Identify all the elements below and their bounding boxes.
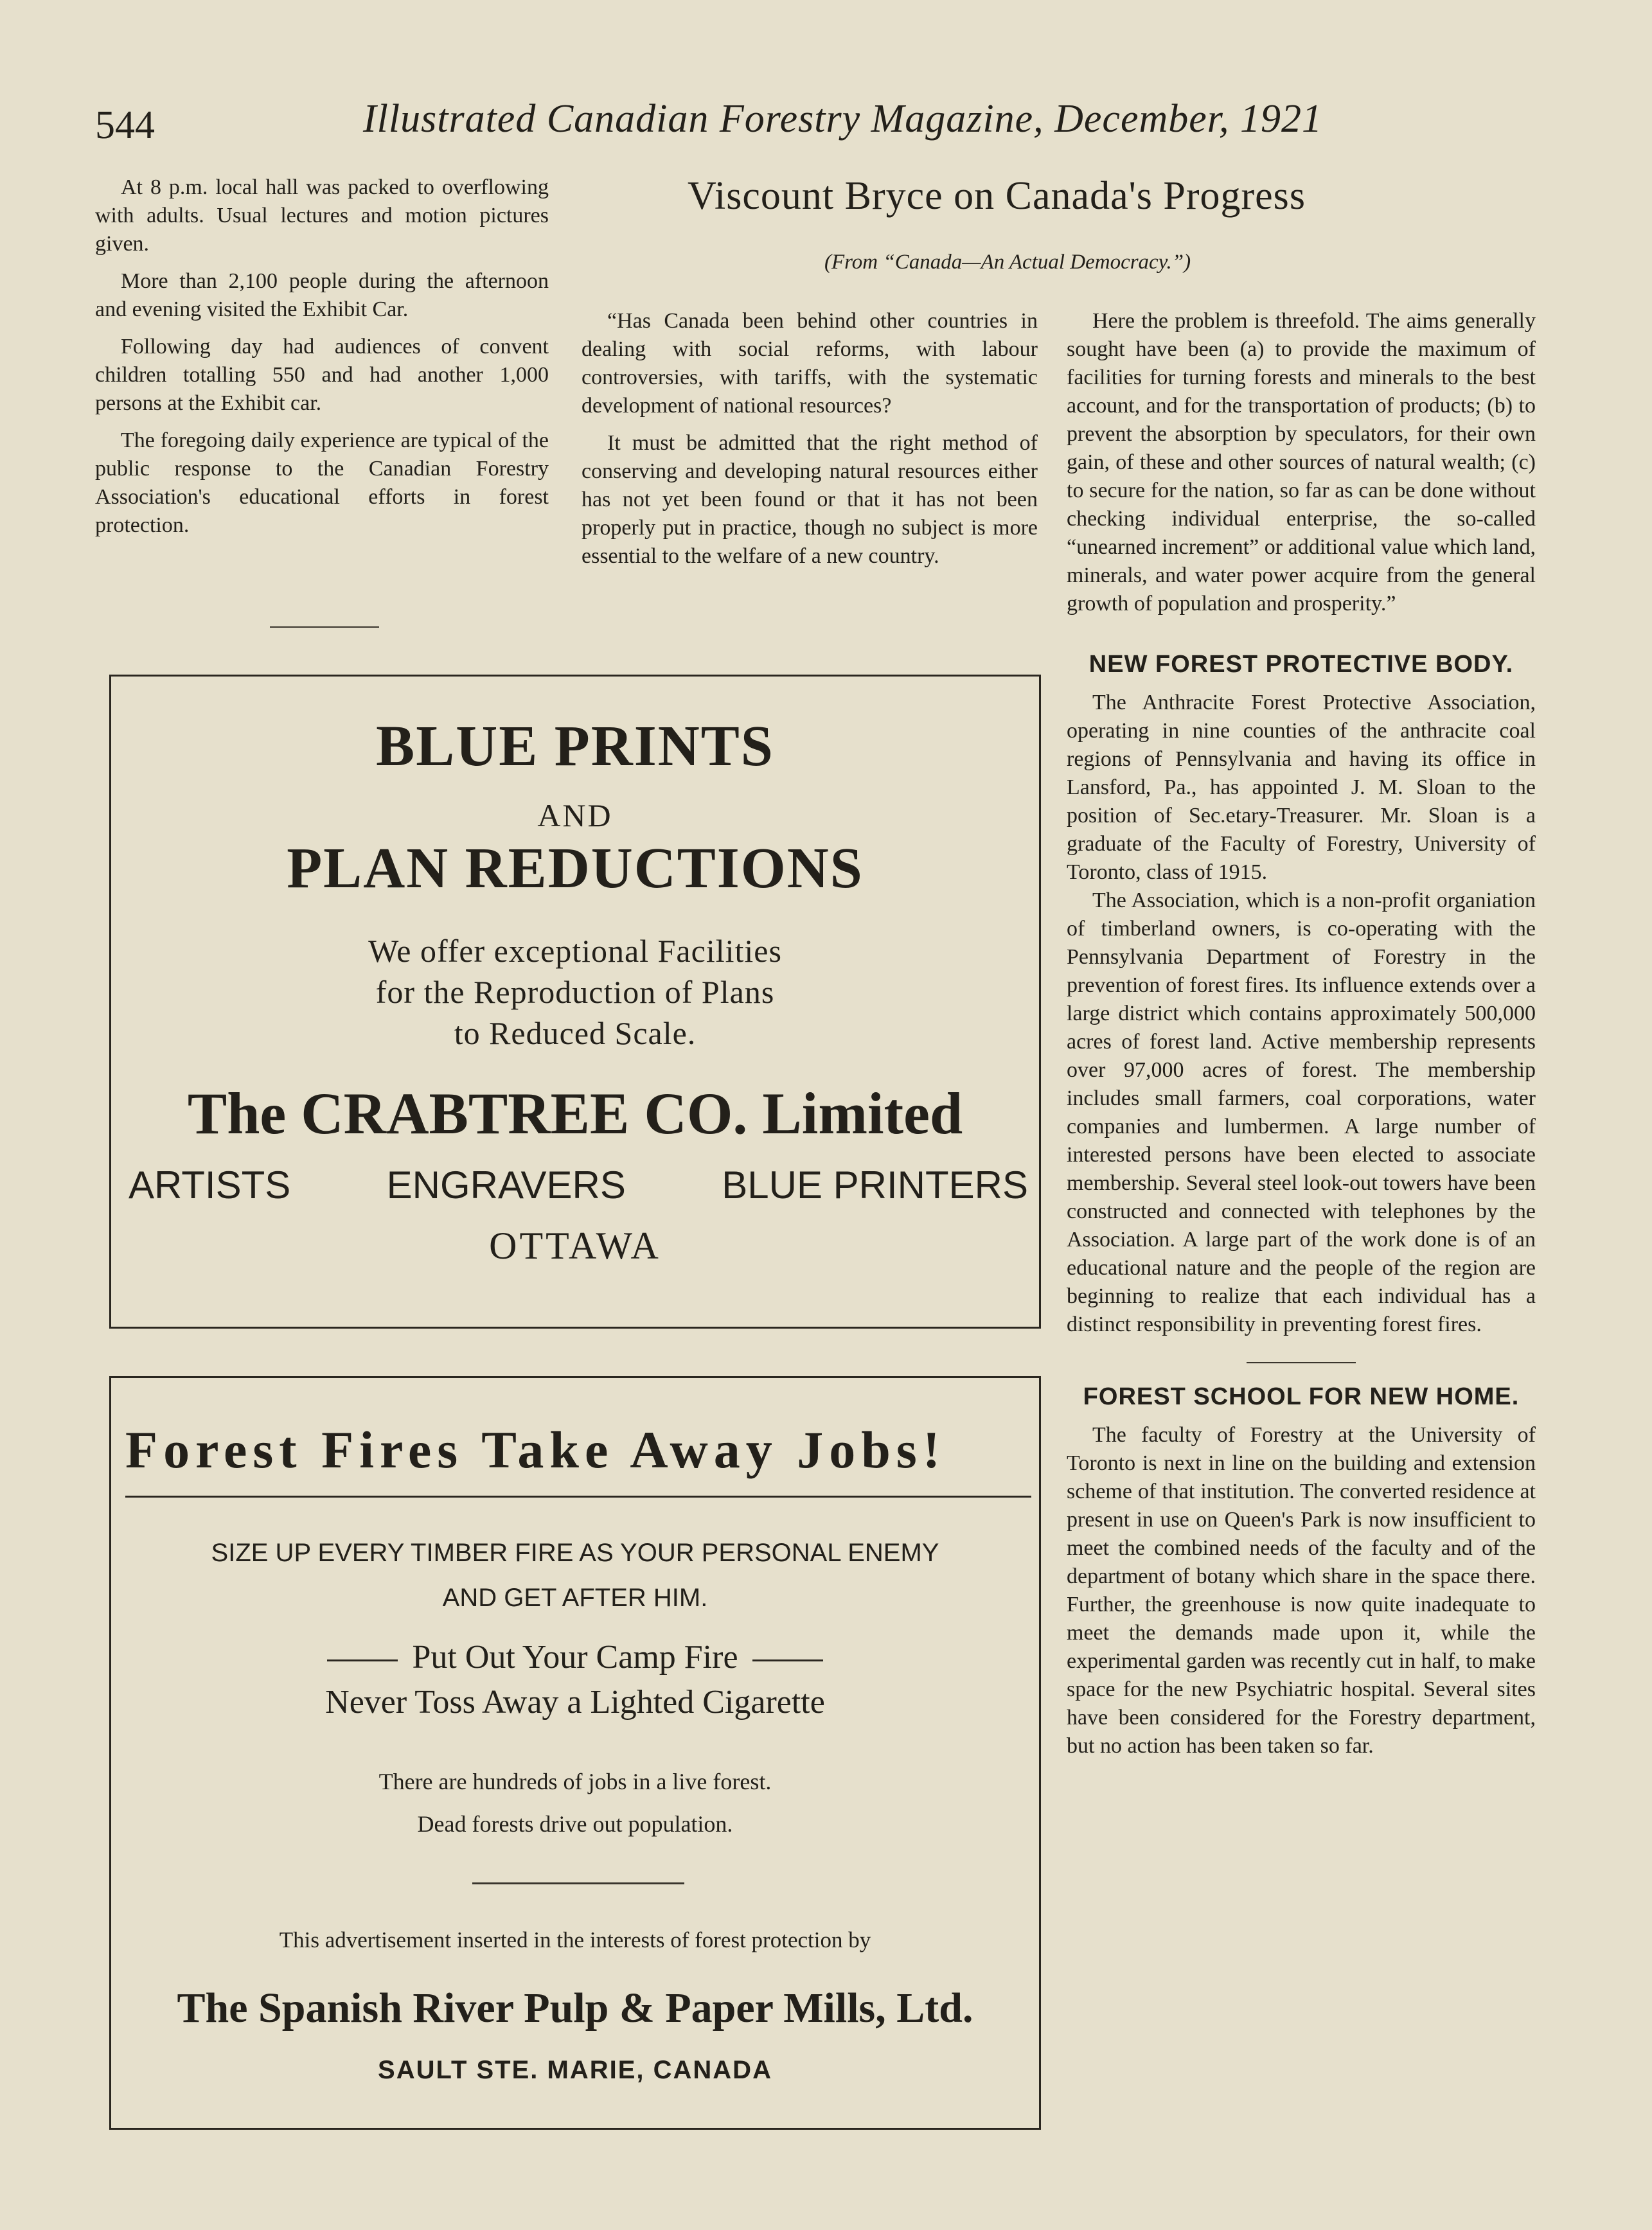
ad-warning [109,1530,1041,1620]
ad-sponsor-name: The Spanish River Pulp & Paper Mills, Ltd. [177,1985,973,2031]
slogan-text: Put Out Your Camp Fire [412,1639,738,1676]
section-divider [472,1882,684,1884]
headline-underline [125,1496,1031,1498]
news-heading: FOREST SCHOOL FOR NEW HOME. [1083,1383,1520,1410]
ad-slogans [109,1635,1041,1725]
ad-jobs-line: Dead forests drive out population. [417,1811,733,1837]
ad-jobs-line: There are hundreds of jobs in a live forest. [378,1769,772,1794]
ad-bottom-rule [109,1327,1041,1329]
paragraph: At 8 p.m. local hall was packed to overflowing with adults. Usual lectures and motion pictures given. [95,175,549,256]
ad-trades [129,1163,1028,1207]
ad-sponsor-city: SAULT STE. MARIE, CANADA [378,2056,772,2084]
dash-rule [752,1659,823,1661]
ad-sponsor-note: This advertisement inserted in the interests of forest protection by [279,1927,871,1952]
ad-trade: ARTISTS [129,1164,291,1207]
slogan-cigarette: Never Toss Away a Lighted Cigarette [325,1684,825,1721]
paragraph: Here the problem is threefold. The aims generally sought have been (a) to provide the maximum of facilities for turning forests and minerals to the best account, and for the transportation of products; (b) to prevent the absorption by speculators, for their own gain, of these and other sources of natural wealth; (c) to secure for the nation, so far as can be done without checking individual enterprise, the so-called “unearned increment” or additional value which land, minerals, and water power acquire from the general growth of population and prosperity.” [1067,309,1536,615]
ad-offer-line: to Reduced Scale. [454,1015,697,1051]
paragraph: The faculty of Forestry at the University of Toronto is next in line on the building and extension scheme of that institution. The converted residence at present in use on Queen's Park is now insufficient to meet the combined needs of the faculty and of the department of botany which share in the space there. Further, the greenhouse is now quite inadequate to meet the demands made upon it, while the experimental garden was recently cut in half, to make space for the new Psychiatric hospital. Several sites have been considered for the Forestry department, but no action has been taken so far. [1067,1423,1536,1758]
left-column [95,173,549,549]
ad-company-name: The CRABTREE CO. Limited [187,1081,963,1146]
ad-offer-line: We offer exceptional Facilities [368,933,782,969]
ad-city: OTTAWA [489,1225,661,1267]
article-source: (From “Canada—An Actual Democracy.”) [824,251,1191,274]
ad-subheadline: PLAN REDUCTIONS [287,836,864,900]
running-head: Illustrated Canadian Forestry Magazine, December, 1921 [363,97,1323,141]
ad-trade: BLUE PRINTERS [722,1164,1028,1207]
paragraph: More than 2,100 people during the afternoon and evening visited the Exhibit Car. [95,269,549,321]
ad-offer-line: for the Reproduction of Plans [375,974,775,1010]
ad-headline: BLUE PRINTS [376,714,774,778]
ad-trade: ENGRAVERS [386,1164,626,1207]
paragraph: The foregoing daily experience are typical of the public response to the Canadian Forestry Association's educational efforts in forest protection. [95,429,549,537]
news-heading: NEW FOREST PROTECTIVE BODY. [1088,651,1514,678]
slogan-camp-fire [109,1635,1041,1680]
ad-warning-line: SIZE UP EVERY TIMBER FIRE AS YOUR PERSONAL ENEMY [211,1539,939,1567]
ad-warning-line: AND GET AFTER HIM. [442,1584,708,1612]
ad-conjunction: AND [537,797,613,833]
paragraph: It must be admitted that the right method of conserving and developing natural resources either has not yet been found or that it has not been properly put in practice, though no subject is more essential to the welfare of a new country. [582,431,1038,568]
article-title: Viscount Bryce on Canada's Progress [688,174,1306,218]
ad-jobs-text [109,1760,1041,1845]
page-number: 544 [95,103,155,147]
article-middle-column [582,307,1038,580]
section-divider [1247,1362,1356,1363]
section-divider [270,626,379,628]
paragraph: “Has Canada been behind other countries in dealing with social reforms, with labour controversies, with tariffs, with the systematic development of national resources? [582,309,1038,418]
ad-offer [109,930,1041,1054]
paragraph: Following day had audiences of convent children totalling 550 and had another 1,000 persons at the Exhibit car. [95,335,549,415]
paragraph: The Anthracite Forest Protective Association, operating in nine counties of the anthracite coal regions of Pennsylvania and having its office in Lansford, Pa., has appointed J. M. Sloan to the position of Sec.etary-Treasurer. Mr. Sloan is a graduate of the Faculty of Forestry, University of Toronto, class of 1915. [1067,691,1536,884]
paragraph: The Association, which is a non-profit organiation of timberland owners, is co-operating with the Pennsylvania Department of Forestry in the prevention of forest fires. Its influence extends over a large district which contains approximately 500,000 acres of forest land. Active membership represents over 97,000 acres of forest. The membership includes small farmers, coal corporations, water companies and lumbermen. A large number of interested persons have been elected to associate membership. Several steel look-out towers have been constructed and connected with telephones by the Association. A large part of the work done is of an educational nature and the people of the region are beginning to realize that each individual has a distinct responsibility in preventing forest fires. [1067,889,1536,1336]
dash-rule [327,1659,398,1661]
ad-bottom-rule [109,2128,1041,2130]
ad-headline: Forest Fires Take Away Jobs! [125,1420,946,1479]
right-column [1067,307,1536,1760]
